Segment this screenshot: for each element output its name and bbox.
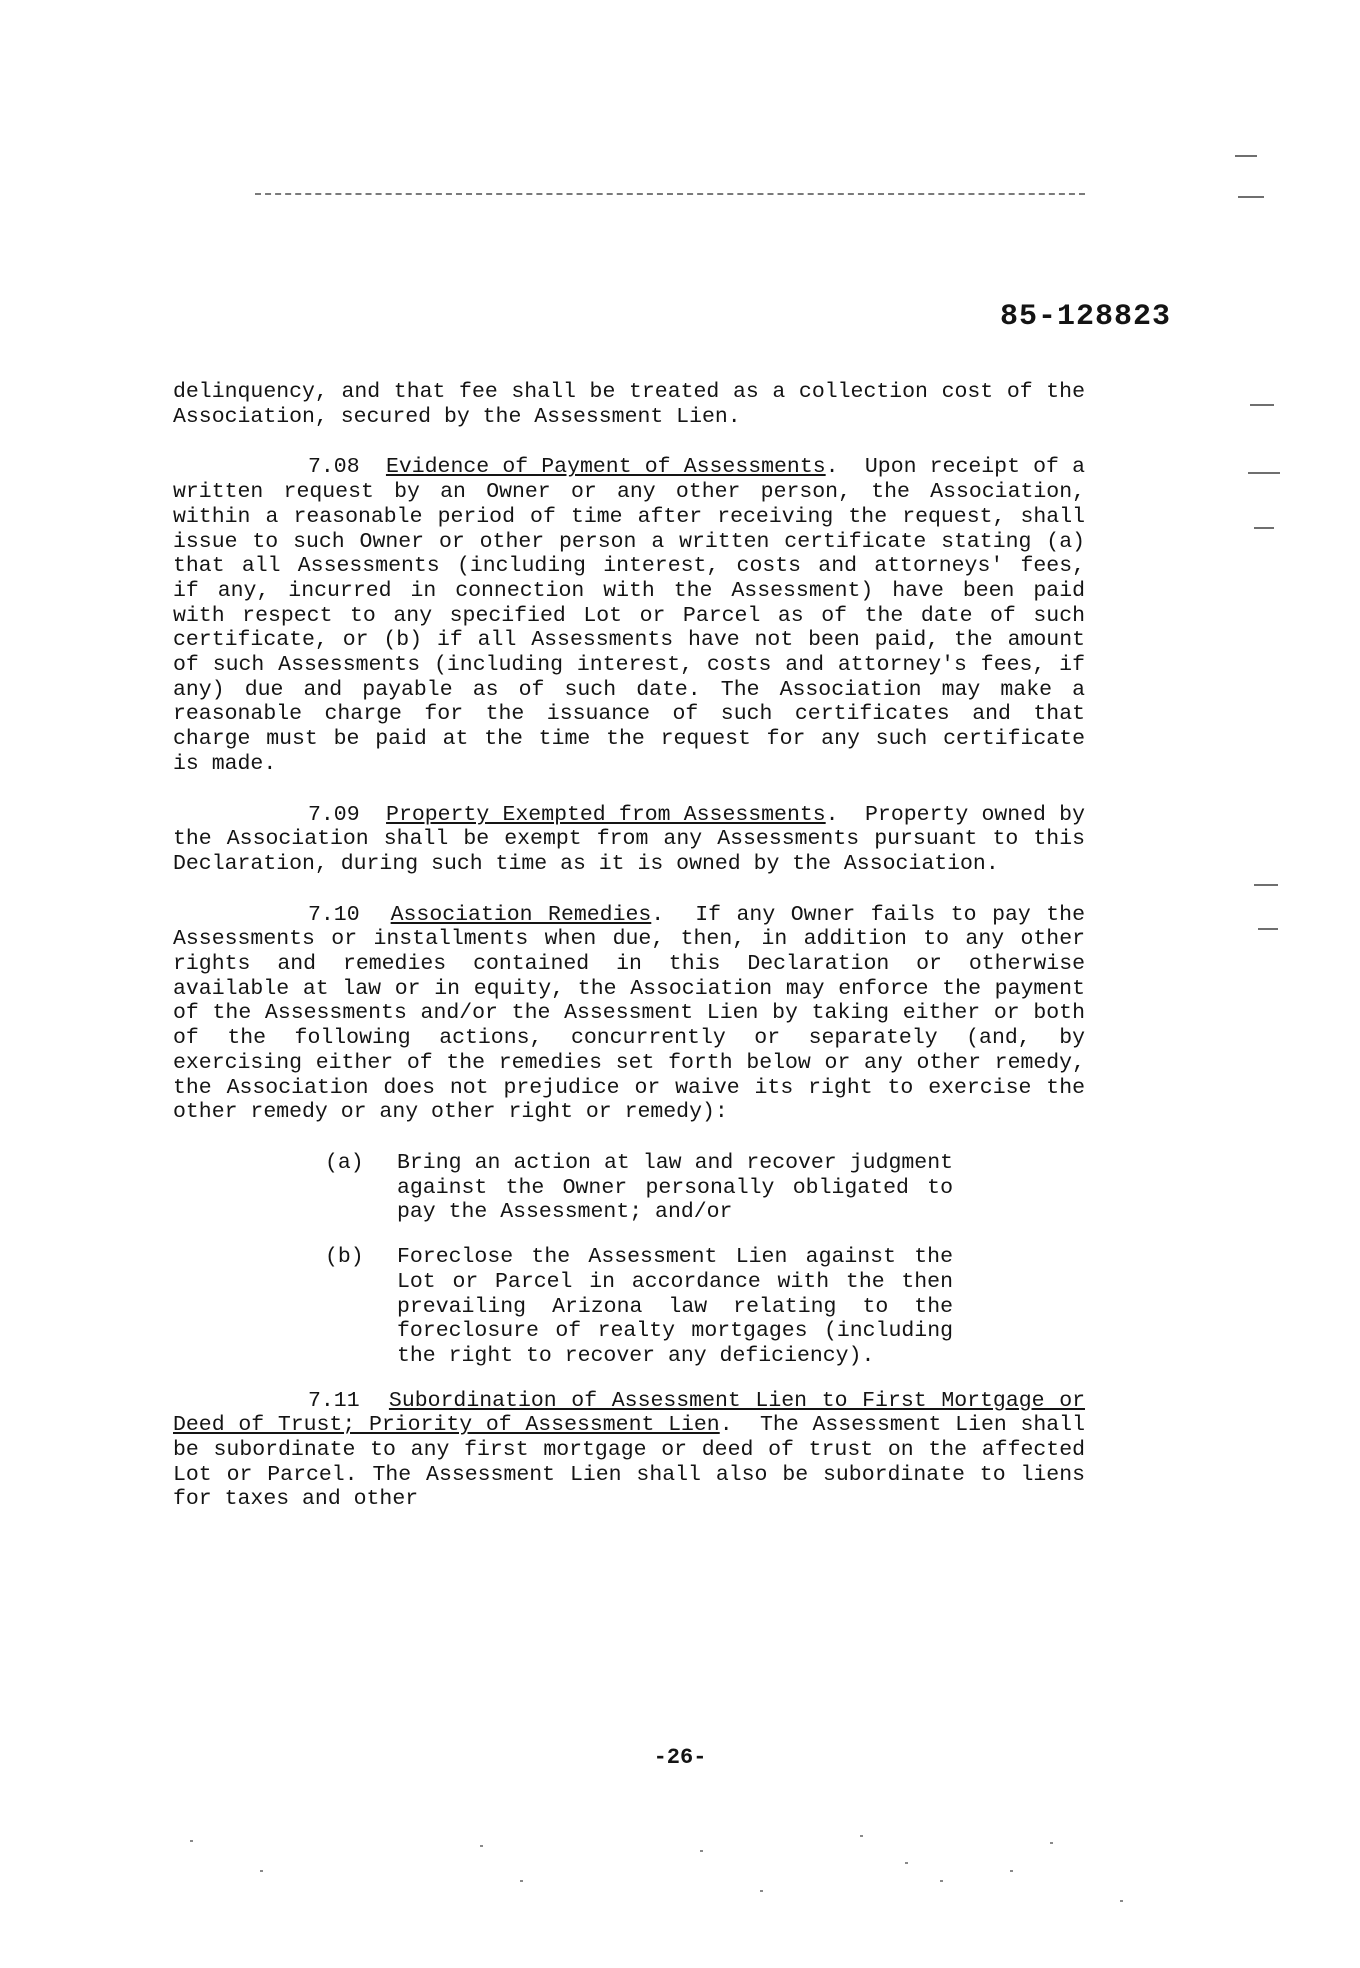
item-label: (a) [325, 1150, 364, 1175]
section-heading: Evidence of Payment of Assessments [385, 455, 826, 480]
section-number: 7.11 [308, 1388, 360, 1413]
section-heading: Property Exempted from Assessments [386, 802, 826, 827]
margin-mark [1248, 472, 1280, 474]
scan-speck [860, 1835, 863, 1837]
section-text: Upon receipt of a written request by an Owner or any other person, the Association, within a reasonable period of time after receiving the request, shall issue to such Owner or other person a written certificate stating (a) that all Assessments (including interest, costs and attorneys' fees, if any, incurred in connection with the Assessment) have been paid with respect to any specified Lot or Parcel as of the date of such certificate, or (b) if all Assessments have not been paid, the amount of such Assessments (including interest, costs and attorney's fees, if any) due and payable as of such date. The Association may make a reasonable charge for the issuance of such certificates and that charge must be paid at the time the request for any such certificate is made. [173, 455, 1086, 776]
scan-speck [700, 1850, 703, 1852]
scan-speck [1010, 1870, 1013, 1872]
section-7-11: 7.11 Subordination of Assessment Lien to First Mortgage or Deed of Trust; Priority of Assessment Lien. The Assessment Lien shall be subordinate to any first mortgage or deed of trust on the affected Lot or Parcel. The Assessment Lien shall also be subordinate to liens for taxes and other [173, 1388, 1085, 1512]
scan-speck [940, 1880, 943, 1882]
section-7-09: 7.09 Property Exempted from Assessments. Property owned by the Association shall be exempt from any Assessments pursuant to this Declaration, during such time as it is owned by the Association. [173, 802, 1085, 876]
margin-mark [1258, 928, 1278, 930]
margin-mark [1250, 404, 1274, 406]
header-rule [255, 193, 1085, 195]
scan-speck [190, 1840, 193, 1842]
section-text: Property owned by the Association shall be exempt from any Assessments pursuant to this Declaration, during such time as it is owned by the Association. [173, 802, 1085, 876]
scan-speck [760, 1890, 763, 1892]
margin-mark [1254, 884, 1278, 886]
margin-mark [1235, 155, 1257, 157]
section-7-10: 7.10 Association Remedies. If any Owner fails to pay the Assessments or installments when due, then, in addition to any other rights and remedies contained in this Declaration or otherwise available at law or in equity, the Association may enforce the payment of the Assessments and/or the Assessment Lien by taking either or both of the following actions, concurrently or separately (and, by exercising either of the remedies set forth below or any other remedy, the Association does not prejudice or waive its right to exercise the other remedy or any other right or remedy): [173, 902, 1085, 1125]
section-number: 7.09 [308, 802, 360, 827]
page-number: -26- [653, 1745, 707, 1770]
scan-speck [905, 1862, 908, 1864]
item-label: (b) [325, 1245, 364, 1270]
section-7-08: 7.08 Evidence of Payment of Assessments. Upon receipt of a written request by an Owner or any other person, the Association, within a reasonable period of time after receiving the request, shall issue to such Owner or other person a written certificate stating (a) that all Assessments (including interest, costs and attorneys' fees, if any, incurred in connection with the Assessment) have been paid with respect to any specified Lot or Parcel as of the date of such certificate, or (b) if all Assessments have not been paid, the amount of such Assessments (including interest, costs and attorney's fees, if any) due and payable as of such date. The Association may make a reasonable charge for the issuance of such certificates and that charge must be paid at the time the request for any such certificate is made. [173, 455, 1086, 776]
opening-paragraph: delinquency, and that fee shall be treated as a collection cost of the Association, secured by the Assessment Lien. [173, 380, 1085, 429]
scan-speck [480, 1845, 483, 1847]
document-body [173, 380, 1085, 1538]
scan-speck [1120, 1900, 1123, 1902]
remedy-item-a [325, 1151, 953, 1225]
scan-speck [260, 1870, 263, 1872]
section-number: 7.08 [308, 455, 360, 480]
document-number: 85-128823 [1000, 300, 1172, 334]
section-text: If any Owner fails to pay the Assessments or installments when due, then, in addition to any other rights and remedies contained in this Declaration or otherwise available at law or in equity, the Association may enforce the payment of the Assessments and/or the Assessment Lien by taking either or both of the following actions, concurrently or separately (and, by exercising either of the remedies set forth below or any other remedy, the Association does not prejudice or waive its right to exercise the other remedy or any other right or remedy): [173, 902, 1085, 1125]
section-heading: Subordination of Assessment Lien to First Mortgage or Deed of Trust; Priority of Assessment Lien [173, 1388, 1085, 1438]
section-text: The Assessment Lien shall be subordinate to any first mortgage or deed of trust on the affected Lot or Parcel. The Assessment Lien shall also be subordinate to liens for taxes and other [173, 1413, 1085, 1512]
margin-mark [1254, 527, 1274, 529]
section-number: 7.10 [308, 902, 360, 927]
remedy-item-b [325, 1245, 953, 1369]
section-heading: Association Remedies [390, 902, 652, 927]
item-text: Bring an action at law and recover judgment against the Owner personally obligated to pay the Assessment; and/or [397, 1150, 953, 1225]
item-text: Foreclose the Assessment Lien against the Lot or Parcel in accordance with the then prevailing Arizona law relating to the foreclosure of realty mortgages (including the right to recover any deficiency). [397, 1245, 953, 1368]
scan-speck [520, 1880, 523, 1882]
scan-speck [1050, 1842, 1053, 1844]
margin-mark [1238, 196, 1264, 198]
